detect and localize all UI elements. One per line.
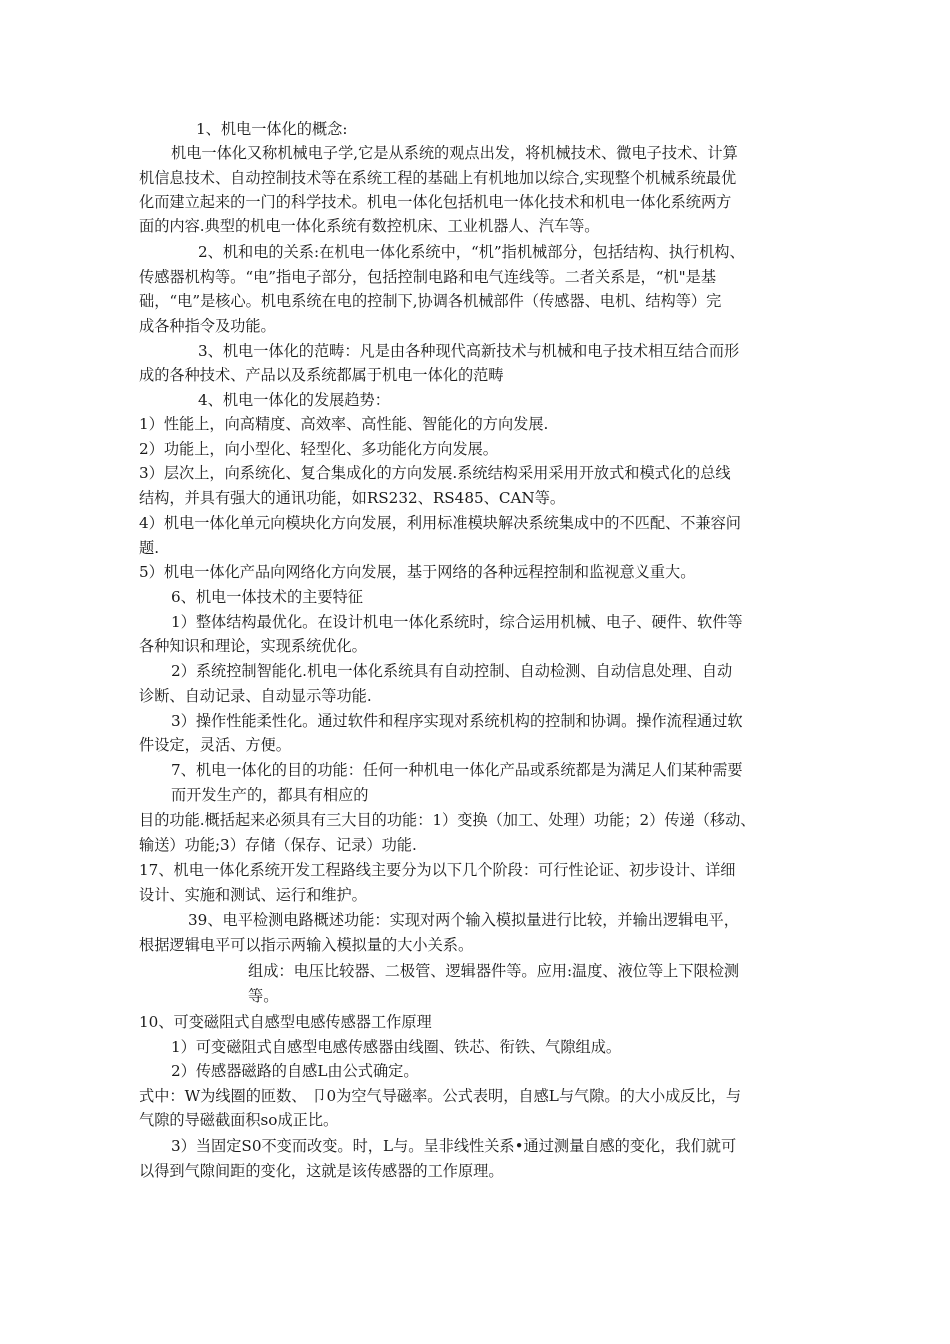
list-item-continuation: 件设定，灵活、方便。: [139, 736, 291, 754]
paragraph-line: 机信息技术、自动控制技术等在系统工程的基础上有机地加以综合,实现整个机械系统最优: [139, 169, 737, 187]
paragraph-line: 气隙的导磁截面积so成正比。: [139, 1111, 339, 1129]
list-item-continuation: 诊断、自动记录、自动显示等功能.: [139, 687, 372, 705]
list-item: 3）操作性能柔性化。通过软件和程序实现对系统机构的控制和协调。操作流程通过软: [171, 712, 743, 730]
heading-purpose: 7、机电一体化的目的功能：任何一种机电一体化产品或系统都是为满足人们某种需要: [171, 761, 743, 779]
list-item-continuation: 以得到气隙间距的变化，这就是该传感器的工作原理。: [139, 1162, 504, 1180]
paragraph-line: 式中：W为线圈的匝数、 卩0为空气导磁率。公式表明，自感L与气隙。的大小成反比，与: [139, 1087, 742, 1105]
paragraph-line: 设计、实施和测试、运行和维护。: [139, 886, 367, 904]
heading-concept: 1、机电一体化的概念:: [196, 120, 348, 138]
paragraph-line: 传感器机构等。“电”指电子部分，包括控制电路和电气连线等。二者关系是，“机"是基: [139, 268, 717, 286]
list-item: 1）可变磁阻式自感型电感传感器由线圈、铁芯、衔铁、气隙组成。: [171, 1038, 622, 1056]
list-item: 3）层次上，向系统化、复合集成化的方向发展.系统结构采用采用开放式和模式化的总线: [139, 464, 731, 482]
paragraph-line: 机电一体化又称机械电子学,它是从系统的观点出发，将机械技术、微电子技术、计算: [171, 144, 738, 162]
paragraph-line: 输送）功能;3）存储（保存、记录）功能.: [139, 836, 417, 854]
paragraph-line: 组成：电压比较器、二极管、逻辑器件等。应用:温度、液位等上下限检测: [248, 962, 740, 980]
list-item: 4）机电一体化单元向模块化方向发展，利用标准模块解决系统集成中的不匹配、不兼容问: [139, 514, 741, 532]
list-item: 2）功能上，向小型化、轻型化、多功能化方向发展。: [139, 440, 498, 458]
heading-inductive-sensor: 10、可变磁阻式自感型电感传感器工作原理: [139, 1013, 432, 1031]
list-item-continuation: 题.: [139, 539, 160, 557]
paragraph-line: 目的功能.概括起来必须具有三大目的功能：1）变换（加工、处理）功能；2）传递（移动、: [139, 811, 756, 829]
heading-features: 6、机电一体技术的主要特征: [171, 588, 363, 606]
paragraph-line: 等。: [248, 987, 279, 1005]
heading-trend: 4、机电一体化的发展趋势：: [198, 391, 390, 409]
paragraph-line: 化而建立起来的一门的科学技术。机电一体化包括机电一体化技术和机电一体化系统两方: [139, 193, 732, 211]
heading-development-route: 17、机电一体化系统开发工程路线主要分为以下几个阶段：可行性论证、初步设计、详细: [139, 861, 736, 879]
list-item: 1）性能上，向高精度、高效率、高性能、智能化的方向发展.: [139, 415, 549, 433]
list-item: 3）当固定S0不变而改变。时，L与。呈非线性关系•通过测量自感的变化，我们就可: [171, 1137, 737, 1155]
list-item: 5）机电一体化产品向网络化方向发展，基于网络的各种远程控制和监视意义重大。: [139, 563, 696, 581]
paragraph-line: 而开发生产的，都具有相应的: [171, 786, 369, 804]
heading-level-detection: 39、电平检测电路概述功能：实现对两个输入模拟量进行比较，并输出逻辑电平，: [188, 911, 739, 929]
heading-scope: 3、机电一体化的范畴：凡是由各种现代高新技术与机械和电子技术相互结合而形: [198, 342, 740, 360]
paragraph-line: 成的各种技术、产品以及系统都属于机电一体化的范畴: [139, 366, 504, 384]
paragraph-line: 根据逻辑电平可以指示两输入模拟量的大小关系。: [139, 936, 474, 954]
list-item: 2）传感器磁路的自感L由公式确定。: [171, 1062, 419, 1080]
list-item: 1）整体结构最优化。在设计机电一体化系统时，综合运用机械、电子、硬件、软件等: [171, 613, 743, 631]
paragraph-line: 成各种指令及功能。: [139, 317, 276, 335]
list-item-continuation: 结构，并具有强大的通讯功能，如RS232、RS485、CAN等。: [139, 489, 566, 507]
heading-relation: 2、机和电的关系:在机电一体化系统中，“机”指机械部分，包括结构、执行机构、: [198, 243, 745, 261]
paragraph-line: 面的内容.典型的机电一体化系统有数控机床、工业机器人、汽车等。: [139, 217, 600, 235]
paragraph-line: 础，“电”是核心。机电系统在电的控制下,协调各机械部件（传感器、电机、结构等）完: [139, 292, 722, 310]
list-item-continuation: 各种知识和理论，实现系统优化。: [139, 637, 367, 655]
list-item: 2）系统控制智能化.机电一体化系统具有自动控制、自动检测、自动信息处理、自动: [171, 662, 733, 680]
